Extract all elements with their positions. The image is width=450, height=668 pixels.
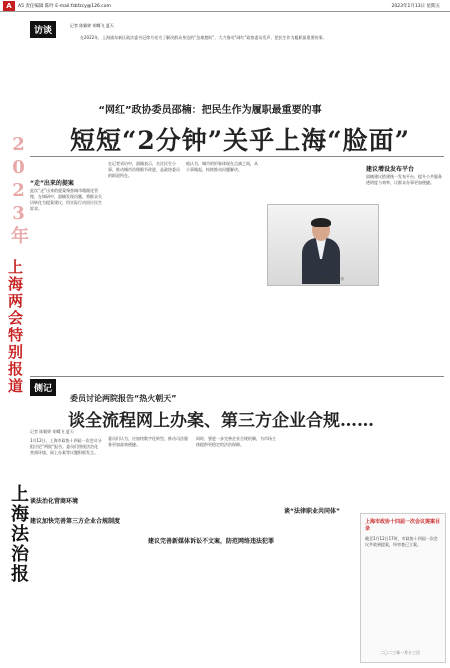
article-two-subhead-2: 建议加快完善第三方企业合规制度	[30, 518, 121, 525]
column-b-text: 在记者采访中，邵楠表示，关注民生小事，推动城市治理细节改进，是政协委员的职责所在。	[108, 161, 180, 178]
person-photo	[302, 219, 340, 285]
interview-photo	[267, 204, 379, 286]
banner-subject: 上海两会特别报道	[6, 259, 24, 395]
byline-two: 记者 陈颖婷 胡蝶飞 夏天	[30, 429, 74, 434]
column-c-text: 他认为，城市的形象体现在点滴之间，从小事做起，持续推动问题解决。	[186, 161, 258, 172]
article-two-col-c: 同时，要进一步完善企业合规机制，为市场主体提供更稳定的法治保障。	[196, 436, 276, 447]
notice-text: 截至1月12日17时，市政协十四届一次会议共收到提案，经审查已立案。	[365, 536, 438, 547]
article-two-subhead-1: 谈法治化营商环境	[30, 498, 79, 505]
notice-date: 二〇二三年一月十三日	[380, 650, 420, 655]
article-one-title-small: “网红”政协委员邵楠：把民生作为履职最重要的事	[98, 105, 322, 116]
article-two-subhead-3: 建议完善新媒体诉讼不文案，防范网络违法犯罪	[148, 538, 275, 545]
page-section-mark: A	[3, 1, 15, 11]
photo-caption: 政协委员邵楠接受记者专访	[302, 277, 344, 281]
page-content	[30, 16, 444, 666]
article-one-title-big: 短短“2分钟”关乎上海“脸面”	[70, 126, 410, 155]
header-right: 2023年1月13日 星期五	[391, 4, 440, 9]
article-two-col-b: 委员们认为，应加快数字化转型，推动司法服务更加高效便捷。	[108, 436, 188, 447]
article-two-subhead-4: 谈“法律职业共同体”	[284, 508, 340, 515]
byline-one: 记者 陈颖婷 胡蝶飞 夏天	[70, 23, 114, 28]
column-d-text: 邵楠建议搭建统一发布平台，提升公共服务透明度与效率，让群众办事更加便捷。	[366, 174, 442, 185]
section-tag-side-note: 侧记	[30, 379, 56, 396]
article-two-title-small: 委员讨论两院报告“热火朝天”	[70, 394, 177, 403]
column-a-heading: “走”出来的提案	[30, 180, 74, 187]
page-header	[0, 0, 450, 12]
header-left: A5 责任编辑 陈吟 E-mail:fzbfzcy@126.com	[18, 4, 111, 9]
left-vertical-banner	[0, 14, 29, 668]
column-d-heading: 建议增设发布平台	[366, 166, 415, 173]
notice-box	[360, 513, 446, 663]
person-hair	[311, 218, 331, 227]
divider	[30, 156, 444, 157]
divider-two	[30, 376, 444, 377]
banner-year: 2023年	[8, 134, 29, 246]
article-one-lead: 在2022年，上海浦东新区政法委书记徐月亮为了解决群众身边的“急难愁盼”，大力推动“网红”政协委员发声，把民生作为履职最重要的事。	[80, 35, 327, 40]
article-two-title-big: 谈全流程网上办案、第三方企业合规……	[68, 411, 374, 431]
column-a-text: 此次“走”出来的提案聚焦城市精细化管理，在调研中，邵楠发现问题，将群众关切转化为提案建议，用实际行动回应民生诉求。	[30, 188, 102, 211]
article-two-col-a: 1月12日，上海市政协十四届一次会议分组讨论“两院”报告。委员们围绕法治化营商环境、网上办案等议题积极发言。	[30, 438, 102, 455]
section-tag-interview: 访谈	[30, 21, 56, 38]
banner-paper: 上海法治报	[8, 484, 29, 584]
notice-heading: 上海市政协十四届一次会议提案目录	[365, 519, 441, 532]
